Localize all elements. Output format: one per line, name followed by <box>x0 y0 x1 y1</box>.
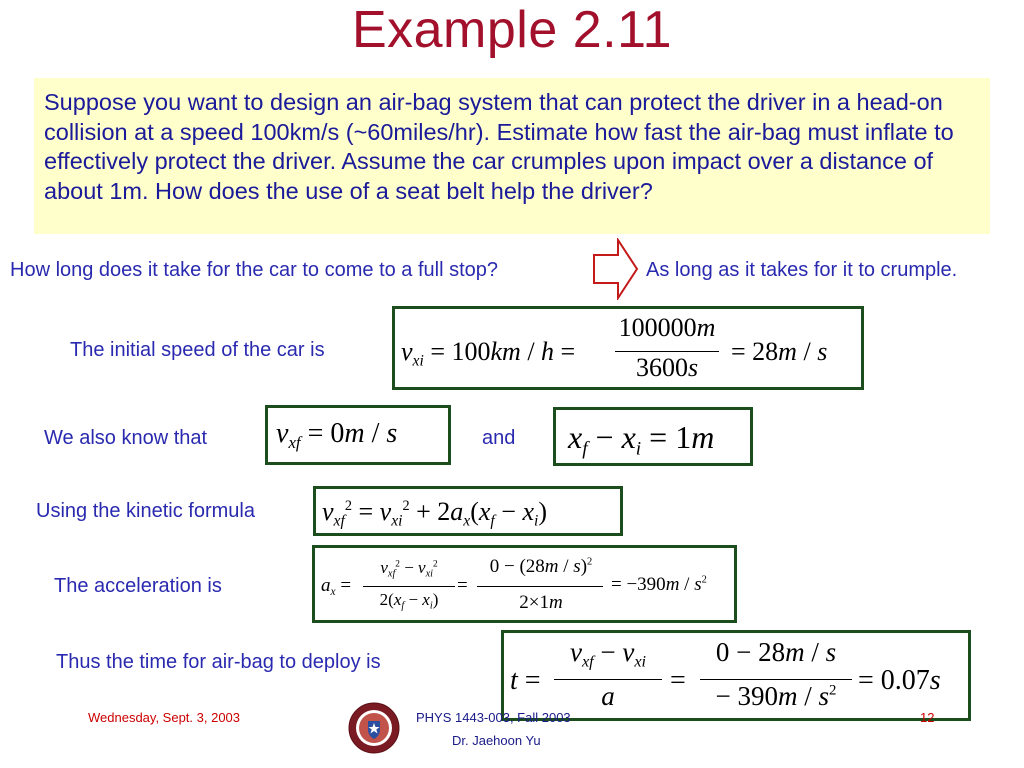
also-know-label: We also know that <box>44 427 208 449</box>
acceleration-label: The acceleration is <box>54 575 222 597</box>
displacement-equation: $x_f - x_i = 1m$ <box>553 407 753 466</box>
footer-date: Wednesday, Sept. 3, 2003 <box>88 710 241 725</box>
time-label: Thus the time for air-bag to deploy is <box>56 651 381 673</box>
question-text: How long does it take for the car to come to a full stop? <box>10 259 499 281</box>
problem-statement: Suppose you want to design an air-bag system that can protect the driver in a head-on collision at a speed 100km/s (~60miles/hr). Estimate how fast the air-bag must inflate to effectively protect the driver. Assume the car crumples upon impact over a distance of about 1m. How does the use of a seat belt help the driver? <box>34 78 990 234</box>
kinetic-equation: $v_{xf}^2 = v_{xi}^2 + 2a_x(x_f - x_i)$ <box>313 486 623 536</box>
initial-speed-equation: $v_{xi} = 100km / h$ = 100000m 3600s = 28m / s <box>392 306 864 390</box>
university-seal-icon <box>348 702 400 754</box>
page-number: 12 <box>920 710 935 725</box>
footer-instructor: Dr. Jaehoon Yu <box>452 733 541 748</box>
slide-title: Example 2.11 <box>351 1 673 59</box>
footer-course: PHYS 1443-003, Fall 2003 <box>416 710 571 725</box>
right-arrow-icon <box>592 238 640 300</box>
time-equation: t = $v_{xf} - v_{xi}$ a = 0 − 28m / s − $390m / s^2$ = 0.07s <box>501 630 971 721</box>
acceleration-equation: $a_x$ = $v_{xf}^2 - v_{xi}^2$ $2(x_f - x_i)$ = 0 − (28m / s)$^2$ 2×1m = $-390m / s^2$ <box>312 545 737 623</box>
answer-text: As long as it takes for it to crumple. <box>646 259 958 281</box>
kinetic-label: Using the kinetic formula <box>36 500 255 522</box>
and-label: and <box>482 427 516 449</box>
initial-speed-label: The initial speed of the car is <box>70 339 325 361</box>
final-velocity-equation: $v_{xf} = 0m / s$ <box>265 405 451 465</box>
